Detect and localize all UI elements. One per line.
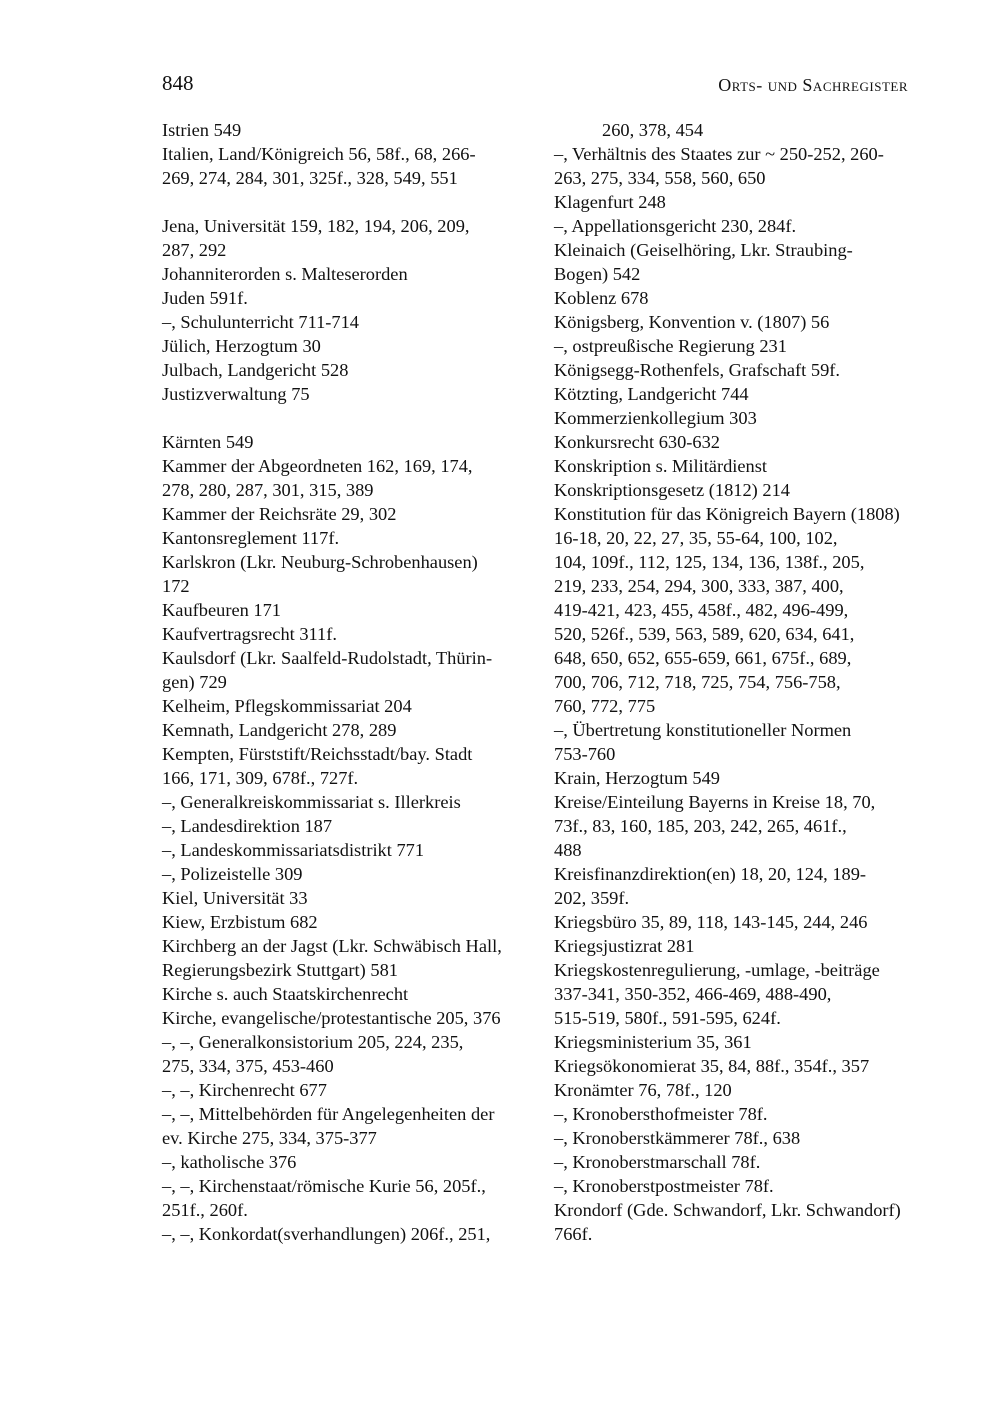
index-entry [162, 622, 534, 646]
index-entry [162, 334, 534, 358]
index-entry-line: Kötzting, Landgericht 744 [554, 384, 749, 404]
index-entry [162, 526, 534, 550]
index-entry [162, 286, 534, 310]
index-entry [162, 982, 534, 1006]
index-entry-line: Italien, Land/Königreich 56, 58f., 68, 266- [162, 144, 476, 164]
running-head: Orts- und Sachregister [718, 75, 908, 95]
index-entry [554, 958, 920, 1030]
index-entry-line: Kriegskostenregulierung, -umlage, -beiträge [554, 960, 880, 980]
index-entry-line: 251f., 260f. [162, 1200, 248, 1220]
index-entry [554, 1054, 920, 1078]
index-entry-line: Kammer der Reichsräte 29, 302 [162, 504, 397, 524]
index-entry [554, 718, 920, 766]
index-entry-line: 337-341, 350-352, 466-469, 488-490, [554, 984, 832, 1004]
index-entry-line: Kriegsministerium 35, 361 [554, 1032, 752, 1052]
index-entry-line: Kreise/Einteilung Bayerns in Kreise 18, 70, [554, 792, 876, 812]
index-entry-line: 16-18, 20, 22, 27, 35, 55-64, 100, 102, [554, 528, 838, 548]
index-entry-line: Koblenz 678 [554, 288, 649, 308]
index-entry-line: 263, 275, 334, 558, 560, 650 [554, 168, 766, 188]
index-entry-line: Krondorf (Gde. Schwandorf, Lkr. Schwandorf) [554, 1200, 901, 1220]
index-entry [162, 382, 534, 406]
index-entry [554, 454, 920, 478]
index-entry-line: Julbach, Landgericht 528 [162, 360, 349, 380]
index-entry-line: Kempten, Fürststift/Reichsstadt/bay. Stadt [162, 744, 473, 764]
index-entry [554, 118, 920, 142]
index-entry-line: Konkursrecht 630-632 [554, 432, 720, 452]
index-entry-line: Istrien 549 [162, 120, 242, 140]
index-entry-line: 488 [554, 840, 582, 860]
index-entry-line: Kriegsbüro 35, 89, 118, 143-145, 244, 246 [554, 912, 868, 932]
index-entry [162, 1150, 534, 1174]
index-entry-line: 104, 109f., 112, 125, 134, 136, 138f., 205, [554, 552, 865, 572]
index-entry [162, 1006, 534, 1030]
index-entry [162, 742, 534, 790]
index-entry-line: Konskription s. Militärdienst [554, 456, 768, 476]
index-entry-line: 219, 233, 254, 294, 300, 333, 387, 400, [554, 576, 844, 596]
index-entry [162, 142, 534, 190]
index-entry [162, 718, 534, 742]
index-entry [162, 886, 534, 910]
index-entry [554, 430, 920, 454]
index-entry [554, 1078, 920, 1102]
page-number: 848 [162, 71, 194, 95]
index-entry-line: –, Landesdirektion 187 [162, 816, 333, 836]
index-entry-line: 753-760 [554, 744, 616, 764]
index-entry [162, 1102, 534, 1150]
index-entry-line: Johanniterorden s. Malteserorden [162, 264, 408, 284]
index-entry-line: Königsegg-Rothenfels, Grafschaft 59f. [554, 360, 840, 380]
index-entry-line: –, Generalkreiskommissariat s. Illerkreis [162, 792, 461, 812]
index-entry [554, 502, 920, 718]
index-entry-line: Kelheim, Pflegskommissariat 204 [162, 696, 412, 716]
index-entry-line: 166, 171, 309, 678f., 727f. [162, 768, 359, 788]
index-entry-line: ev. Kirche 275, 334, 375-377 [162, 1128, 377, 1148]
index-entry-line: gen) 729 [162, 672, 227, 692]
index-entry-line: Kaufbeuren 171 [162, 600, 281, 620]
index-entry-line: 202, 359f. [554, 888, 630, 908]
index-entry-line: Bogen) 542 [554, 264, 641, 284]
index-entry-line: 515-519, 580f., 591-595, 624f. [554, 1008, 781, 1028]
index-entry [554, 934, 920, 958]
index-entry-line: Juden 591f. [162, 288, 248, 308]
index-column-left [162, 118, 534, 1246]
index-entry [162, 862, 534, 886]
index-entry [554, 382, 920, 406]
index-entry-line: Kriegsökonomierat 35, 84, 88f., 354f., 357 [554, 1056, 870, 1076]
index-entry-line: Kantonsreglement 117f. [162, 528, 340, 548]
index-entry [162, 694, 534, 718]
index-entry [162, 550, 534, 598]
index-entry [162, 262, 534, 286]
index-entry [554, 334, 920, 358]
index-entry-line: Regierungsbezirk Stuttgart) 581 [162, 960, 398, 980]
index-entry-line: Kommerzienkollegium 303 [554, 408, 757, 428]
index-entry-line: 260, 378, 454 [602, 120, 704, 140]
index-entry-line: –, –, Generalkonsistorium 205, 224, 235, [162, 1032, 464, 1052]
index-entry-line: –, ostpreußische Regierung 231 [554, 336, 787, 356]
index-entry [162, 1174, 534, 1222]
index-column-right [554, 118, 920, 1246]
index-entry-line: 73f., 83, 160, 185, 203, 242, 265, 461f., [554, 816, 847, 836]
index-entry [162, 454, 534, 502]
index-entry-line: Kärnten 549 [162, 432, 254, 452]
index-entry-line: –, katholische 376 [162, 1152, 297, 1172]
index-entry-line: –, –, Kirchenrecht 677 [162, 1080, 327, 1100]
index-entry [162, 646, 534, 694]
index-entry-line: Kirche s. auch Staatskirchenrecht [162, 984, 409, 1004]
index-entry-line: –, Kronoberstpostmeister 78f. [554, 1176, 774, 1196]
index-entry-line: Kammer der Abgeordneten 162, 169, 174, [162, 456, 473, 476]
index-entry-line: Königsberg, Konvention v. (1807) 56 [554, 312, 830, 332]
index-entry [554, 862, 920, 910]
index-entry [162, 430, 534, 454]
index-entry [554, 238, 920, 286]
index-entry [162, 502, 534, 526]
index-entry [162, 1030, 534, 1078]
index-entry [554, 142, 920, 190]
index-entry-line: Kaulsdorf (Lkr. Saalfeld-Rudolstadt, Thürin- [162, 648, 493, 668]
index-entry [162, 838, 534, 862]
index-entry [162, 598, 534, 622]
index-entry [554, 310, 920, 334]
index-entry [162, 214, 534, 262]
index-entry-line: Konstitution für das Königreich Bayern (1808) [554, 504, 900, 524]
index-entry [162, 310, 534, 334]
index-entry [554, 1102, 920, 1126]
index-entry [554, 286, 920, 310]
index-entry-line: –, –, Mittelbehörden für Angelegenheiten der [162, 1104, 495, 1124]
index-entry-line: Kreisfinanzdirektion(en) 18, 20, 124, 189- [554, 864, 867, 884]
index-entry-line: –, Schulunterricht 711-714 [162, 312, 359, 332]
index-entry-line: Jena, Universität 159, 182, 194, 206, 209, [162, 216, 470, 236]
index-entry [162, 934, 534, 982]
index-entry-line: Klagenfurt 248 [554, 192, 666, 212]
index-entry-line: 419-421, 423, 455, 458f., 482, 496-499, [554, 600, 849, 620]
index-entry-line: –, Landeskommissariatsdistrikt 771 [162, 840, 425, 860]
index-entry [554, 214, 920, 238]
index-entry-line: Kemnath, Landgericht 278, 289 [162, 720, 397, 740]
index-entry [554, 1150, 920, 1174]
index-entry-line: –, Appellationsgericht 230, 284f. [554, 216, 797, 236]
section-gap [162, 406, 534, 430]
index-entry [554, 478, 920, 502]
index-entry-line: Konskriptionsgesetz (1812) 214 [554, 480, 790, 500]
index-entry-line: Kronämter 76, 78f., 120 [554, 1080, 732, 1100]
index-entry-line: Kleinaich (Geiselhöring, Lkr. Straubing- [554, 240, 853, 260]
index-entry [554, 766, 920, 790]
index-entry [162, 910, 534, 934]
index-entry-line: 648, 650, 652, 655-659, 661, 675f., 689, [554, 648, 852, 668]
index-entry-line: Krain, Herzogtum 549 [554, 768, 720, 788]
index-entry-line: 700, 706, 712, 718, 725, 754, 756-758, [554, 672, 841, 692]
index-entry-line: –, Übertretung konstitutioneller Normen [554, 720, 852, 740]
index-entry [554, 790, 920, 862]
index-entry [554, 1198, 920, 1246]
index-entry-line: –, Polizeistelle 309 [162, 864, 303, 884]
index-entry-line: –, Kronobersthofmeister 78f. [554, 1104, 768, 1124]
index-entry [162, 1078, 534, 1102]
index-entry [162, 358, 534, 382]
index-entry [554, 406, 920, 430]
index-entry-line: –, Kronoberstmarschall 78f. [554, 1152, 761, 1172]
index-entry-line: Kaufvertragsrecht 311f. [162, 624, 337, 644]
index-entry [162, 1222, 534, 1246]
index-entry-line: 760, 772, 775 [554, 696, 656, 716]
index-entry [554, 1174, 920, 1198]
index-entry-line: Kriegsjustizrat 281 [554, 936, 695, 956]
index-entry-line: Jülich, Herzogtum 30 [162, 336, 321, 356]
index-entry [162, 814, 534, 838]
index-entry [554, 358, 920, 382]
index-entry-line: Justizverwaltung 75 [162, 384, 310, 404]
index-entry-line: Kirchberg an der Jagst (Lkr. Schwäbisch Hall, [162, 936, 502, 956]
section-gap [162, 190, 534, 214]
index-entry-line: 172 [162, 576, 190, 596]
index-entry-line: 287, 292 [162, 240, 227, 260]
index-entry-line: Kiel, Universität 33 [162, 888, 308, 908]
index-entry [162, 790, 534, 814]
index-entry [554, 190, 920, 214]
index-entry [554, 1030, 920, 1054]
index-entry-line: 278, 280, 287, 301, 315, 389 [162, 480, 374, 500]
index-entry-line: –, Kronoberstkämmerer 78f., 638 [554, 1128, 801, 1148]
index-entry-line: 269, 274, 284, 301, 325f., 328, 549, 551 [162, 168, 458, 188]
index-entry [162, 118, 534, 142]
index-entry-line: –, –, Konkordat(sverhandlungen) 206f., 251, [162, 1224, 491, 1244]
index-entry-line: Kirche, evangelische/protestantische 205, 376 [162, 1008, 501, 1028]
index-entry-line: 520, 526f., 539, 563, 589, 620, 634, 641, [554, 624, 855, 644]
index-entry-line: Kiew, Erzbistum 682 [162, 912, 318, 932]
index-entry-line: Karlskron (Lkr. Neuburg-Schrobenhausen) [162, 552, 478, 572]
index-entry [554, 910, 920, 934]
index-entry-line: –, Verhältnis des Staates zur ~ 250-252, 260- [554, 144, 884, 164]
index-entry-line: –, –, Kirchenstaat/römische Kurie 56, 205f., [162, 1176, 486, 1196]
index-entry [554, 1126, 920, 1150]
index-entry-line: 766f. [554, 1224, 593, 1244]
index-entry-line: 275, 334, 375, 453-460 [162, 1056, 334, 1076]
